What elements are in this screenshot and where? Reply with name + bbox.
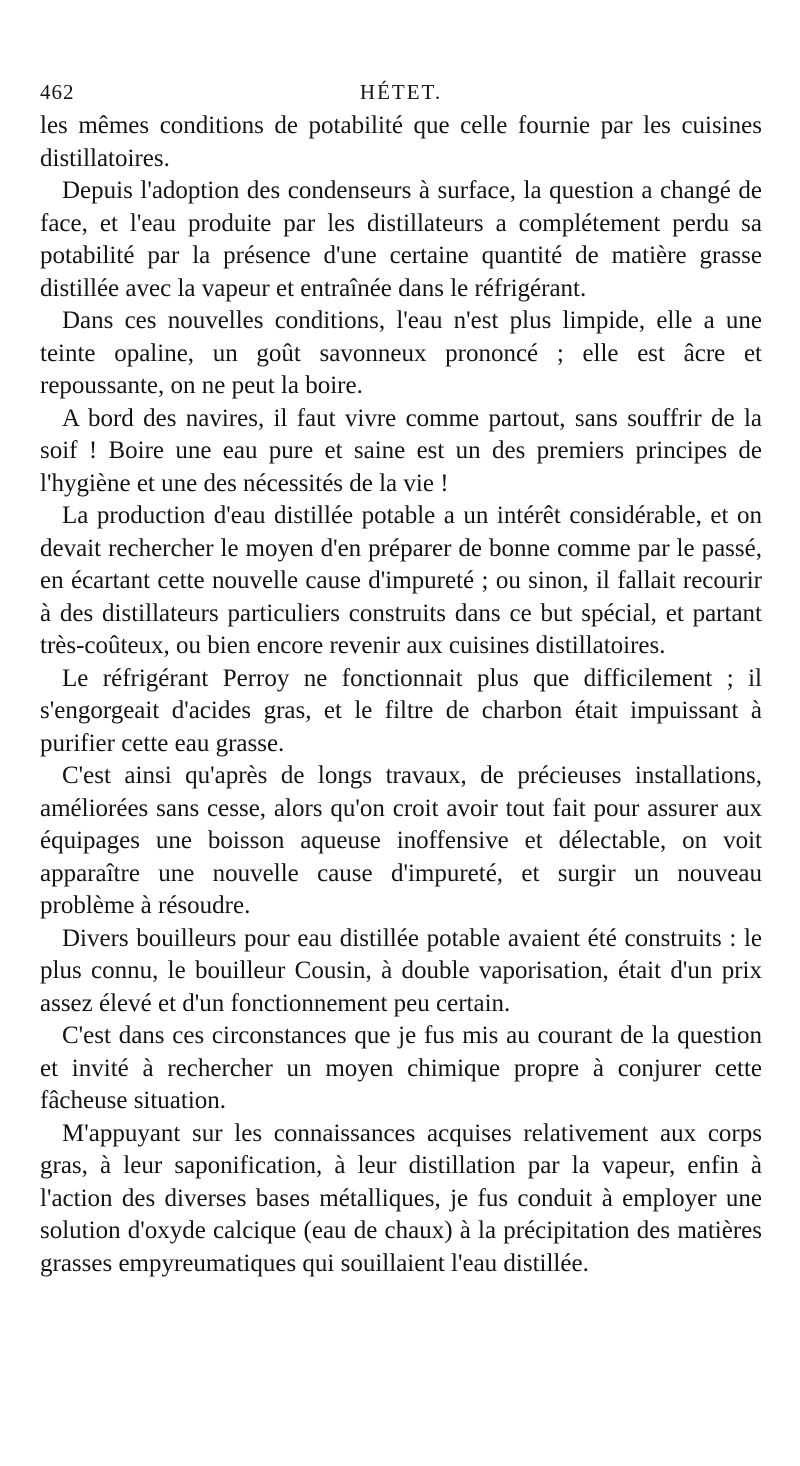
page-header xyxy=(40,74,762,110)
book-page xyxy=(40,74,762,1280)
paragraph: Depuis l'adoption des condenseurs à surface, la question a changé de face, et l'eau produite par les distillateurs a complétement perdu sa potabilité par la présence d'une certaine quantité de matière grasse distillée avec la vapeur et entraînée dans le réfrigérant. xyxy=(40,177,762,302)
body-text xyxy=(40,110,762,1280)
paragraph: Le réfrigérant Perroy ne fonctionnait plus que difficilement ; il s'engorgeait d'acides gras, et le filtre de charbon était impuissant à purifier cette eau grasse. xyxy=(40,664,762,757)
paragraph: Dans ces nouvelles conditions, l'eau n'est plus limpide, elle a une teinte opaline, un goût savonneux prononcé ; elle est âcre et repoussante, on ne peut la boire. xyxy=(40,307,762,399)
page-number: 462 xyxy=(40,80,75,104)
paragraph: La production d'eau distillée potable a un intérêt considérable, et on devait rechercher le moyen d'en préparer de bonne comme par le passé, en écartant cette nouvelle cause d'impureté ; ou sinon, il fallait recourir à des distillateurs particuliers construits dans ce but spécial, et partant très-coûteux, ou bien encore revenir aux cuisines distillatoires. xyxy=(40,502,762,659)
paragraph: les mêmes conditions de potabilité que celle fournie par les cuisines distillatoires. xyxy=(40,112,762,172)
paragraph: Divers bouilleurs pour eau distillée potable avaient été construits : le plus connu, le bouilleur Cousin, à double vaporisation, était d'un prix assez élevé et d'un fonctionnement peu certain. xyxy=(40,924,762,1017)
paragraph: C'est ainsi qu'après de longs travaux, de précieuses installations, améliorées sans cesse, alors qu'on croit avoir tout fait pour assurer aux équipages une boisson aqueuse inoffensive et délectable, on voit apparaître une nouvelle cause d'impureté, et surgir un nouveau problème à résoudre. xyxy=(40,762,762,919)
paragraph: C'est dans ces circonstances que je fus mis au courant de la question et invité à rechercher un moyen chimique propre à conjurer cette fâcheuse situation. xyxy=(40,1022,762,1114)
paragraph: M'appuyant sur les connaissances acquises relativement aux corps gras, à leur saponification, à leur distillation par la vapeur, enfin à l'action des diverses bases métalliques, je fus conduit à employer une solution d'oxyde calcique (eau de chaux) à la précipitation des matières grasses empyreumatiques qui souillaient l'eau distillée. xyxy=(40,1119,762,1277)
paragraph: A bord des navires, il faut vivre comme partout, sans souffrir de la soif ! Boire une eau pure et saine est un des premiers principes de l'hygiène et une des nécessités de la vie ! xyxy=(40,404,762,497)
running-title: HÉTET. xyxy=(359,80,443,104)
